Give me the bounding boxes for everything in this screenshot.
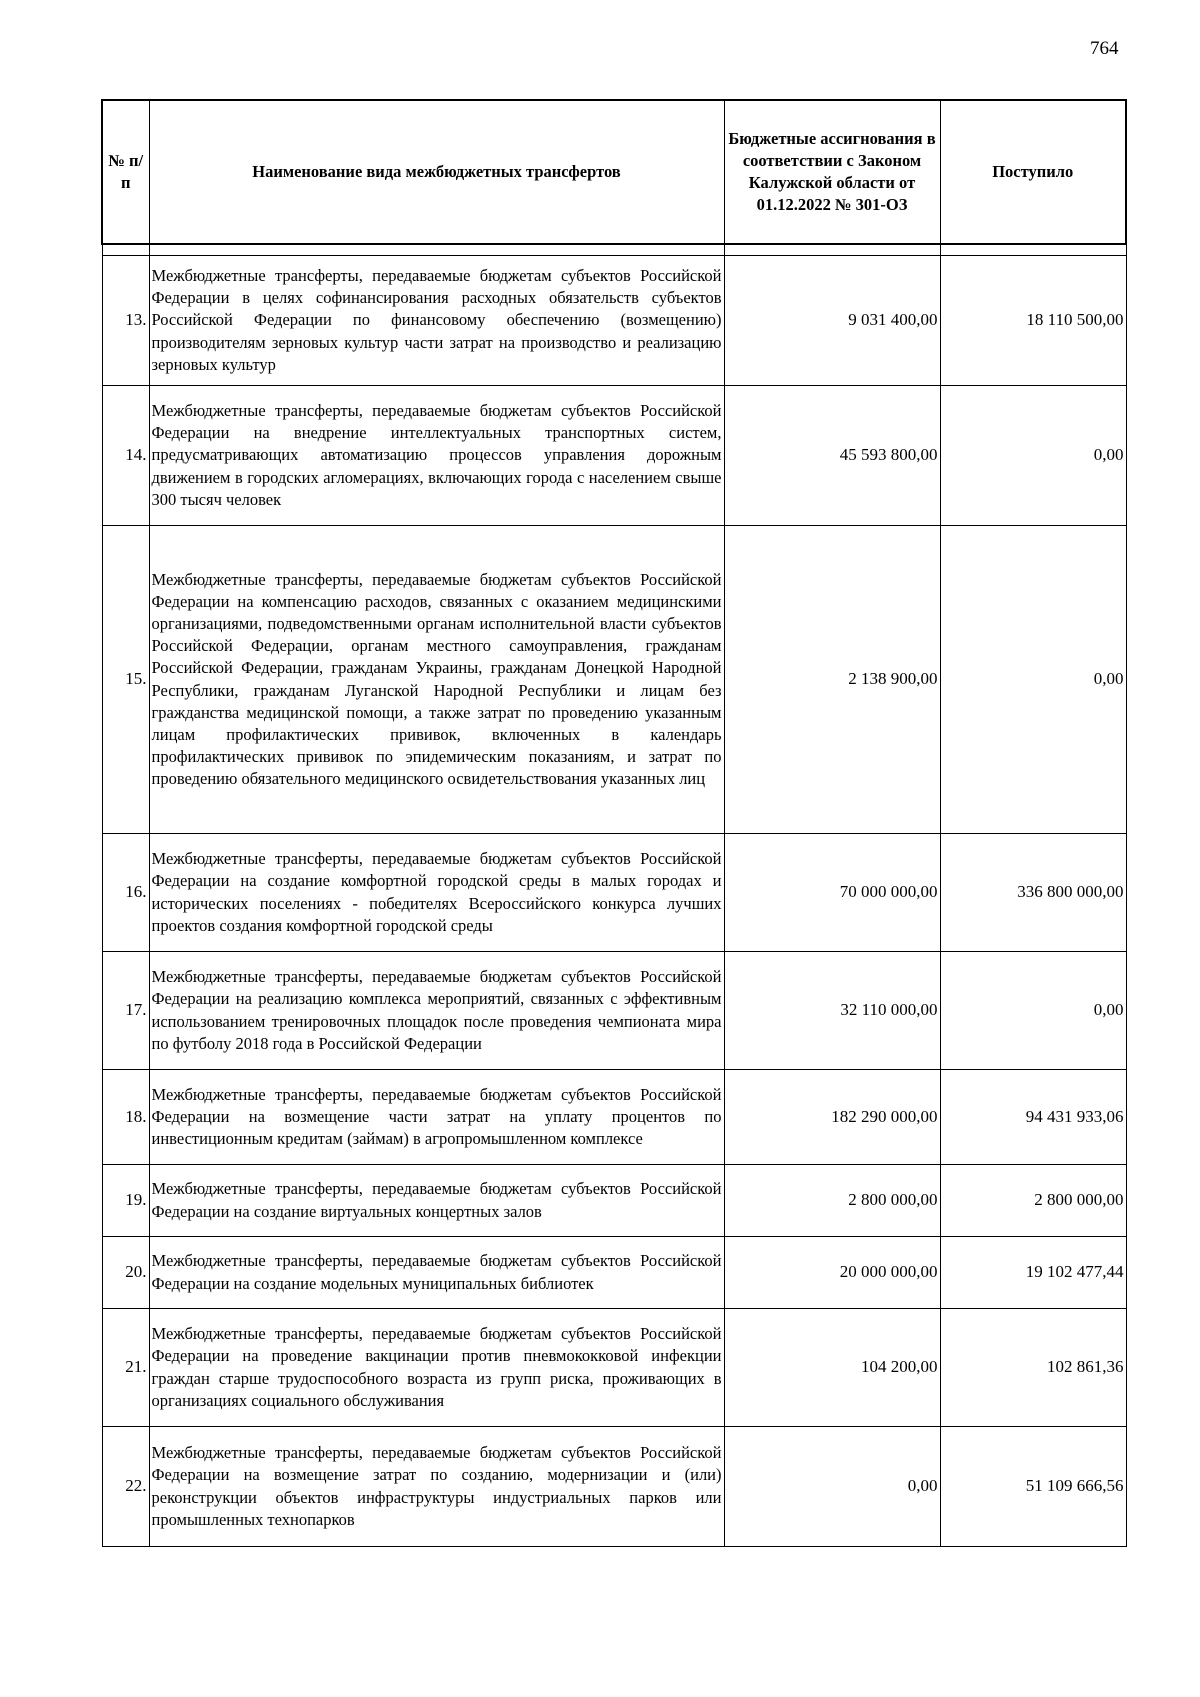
row-budget: 0,00 [724,1427,940,1547]
table-header [102,100,1126,244]
row-num: 22. [102,1427,149,1547]
row-name: Межбюджетные трансферты, передаваемые бюджетам субъектов Российской Федерации на компенсацию расходов, связанных с оказанием медицинскими организациями, подведомственными органам исполнительной власти субъектов Российской Федерации, органам местного самоуправления, гражданам Российской Федерации, гражданам Украины, гражданам Донецкой Народной Республики, гражданам Луганской Народной Республики и лицам без гражданства медицинской помощи, а также затрат по проведению указанным лицам профилактических прививок, включенных в календарь профилактических прививок по эпидемическим показаниям, и затрат по проведению обязательного медицинского освидетельствования указанных лиц [149,526,724,834]
table-row [102,1237,1126,1309]
row-name: Межбюджетные трансферты, передаваемые бюджетам субъектов Российской Федерации на проведение вакцинации против пневмококковой инфекции граждан старше трудоспособного возраста из групп риска, проживающих в организациях социального обслуживания [149,1309,724,1427]
header-received: Поступило [940,100,1126,244]
row-budget: 2 800 000,00 [724,1165,940,1237]
row-name: Межбюджетные трансферты, передаваемые бюджетам субъектов Российской Федерации на создание виртуальных концертных залов [149,1165,724,1237]
row-budget: 32 110 000,00 [724,952,940,1070]
row-num: 18. [102,1070,149,1165]
row-num: 21. [102,1309,149,1427]
table-row [102,1427,1126,1547]
row-num: 16. [102,834,149,952]
row-num: 15. [102,526,149,834]
row-received: 0,00 [940,386,1126,526]
row-received: 2 800 000,00 [940,1165,1126,1237]
row-num: 14. [102,386,149,526]
row-received: 0,00 [940,526,1126,834]
table-row [102,256,1126,386]
row-budget: 20 000 000,00 [724,1237,940,1309]
row-name: Межбюджетные трансферты, передаваемые бюджетам субъектов Российской Федерации на внедрение интеллектуальных транспортных систем, предусматривающих автоматизацию процессов управления дорожным движением в городских агломерациях, включающих города с населением свыше 300 тысяч человек [149,386,724,526]
table-row [102,1309,1126,1427]
table-row [102,952,1126,1070]
row-received: 51 109 666,56 [940,1427,1126,1547]
row-received: 336 800 000,00 [940,834,1126,952]
row-budget: 70 000 000,00 [724,834,940,952]
row-received: 94 431 933,06 [940,1070,1126,1165]
header-name: Наименование вида межбюджетных трансфертов [149,100,724,244]
page-number: 764 [1090,38,1119,59]
header-budget: Бюджетные ассигнования в соответствии с Законом Калужской области от 01.12.2022 № 301-ОЗ [724,100,940,244]
row-received: 18 110 500,00 [940,256,1126,386]
table-body [102,244,1126,1547]
row-budget: 9 031 400,00 [724,256,940,386]
table-row [102,1070,1126,1165]
table-row [102,1165,1126,1237]
row-received: 102 861,36 [940,1309,1126,1427]
row-budget: 45 593 800,00 [724,386,940,526]
row-name: Межбюджетные трансферты, передаваемые бюджетам субъектов Российской Федерации на возмещение части затрат на уплату процентов по инвестиционным кредитам (займам) в агропромышленном комплексе [149,1070,724,1165]
row-name: Межбюджетные трансферты, передаваемые бюджетам субъектов Российской Федерации в целях софинансирования расходных обязательств субъектов Российской Федерации по финансовому обеспечению (возмещению) производителям зерновых культур части затрат на производство и реализацию зерновых культур [149,256,724,386]
row-num: 19. [102,1165,149,1237]
table-row [102,526,1126,834]
row-received: 0,00 [940,952,1126,1070]
transfers-table [101,99,1127,1547]
row-num: 17. [102,952,149,1070]
table-row [102,386,1126,526]
row-budget: 104 200,00 [724,1309,940,1427]
row-name: Межбюджетные трансферты, передаваемые бюджетам субъектов Российской Федерации на реализацию комплекса мероприятий, связанных с эффективным использованием тренировочных площадок после проведения чемпионата мира по футболу 2018 года в Российской Федерации [149,952,724,1070]
row-num: 13. [102,256,149,386]
row-name: Межбюджетные трансферты, передаваемые бюджетам субъектов Российской Федерации на создание модельных муниципальных библиотек [149,1237,724,1309]
row-received: 19 102 477,44 [940,1237,1126,1309]
row-budget: 182 290 000,00 [724,1070,940,1165]
spacer-row [102,244,1126,256]
row-budget: 2 138 900,00 [724,526,940,834]
header-num: № п/п [102,100,149,244]
row-name: Межбюджетные трансферты, передаваемые бюджетам субъектов Российской Федерации на возмещение затрат по созданию, модернизации и (или) реконструкции объектов инфраструктуры индустриальных парков или промышленных технопарков [149,1427,724,1547]
row-num: 20. [102,1237,149,1309]
row-name: Межбюджетные трансферты, передаваемые бюджетам субъектов Российской Федерации на создание комфортной городской среды в малых городах и исторических поселениях - победителях Всероссийского конкурса лучших проектов создания комфортной городской среды [149,834,724,952]
table-row [102,834,1126,952]
